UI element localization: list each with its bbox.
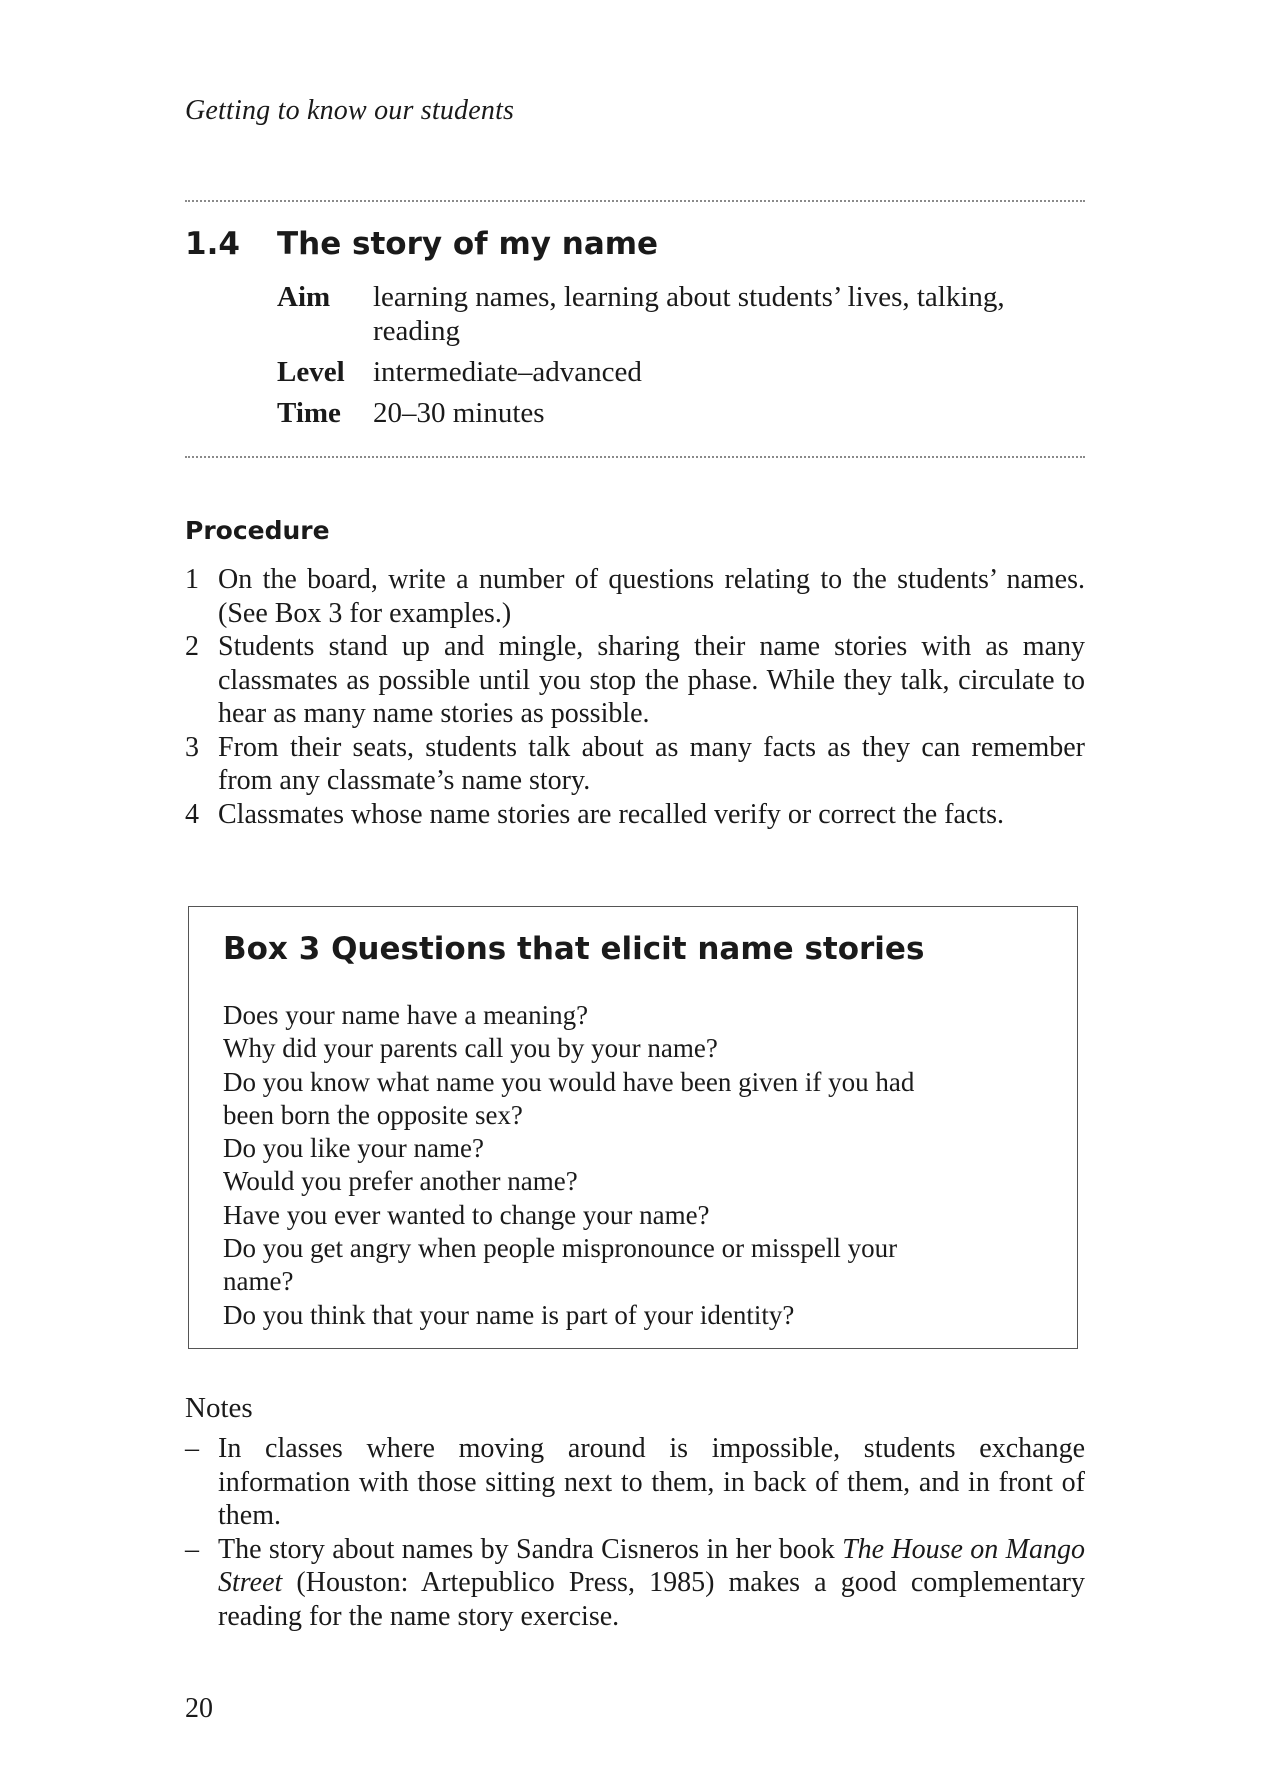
section-title xyxy=(185,226,658,262)
meta-label: Aim xyxy=(277,281,331,313)
notes-list xyxy=(185,1432,1085,1633)
step-text: From their seats, students talk about as many facts as they can remember from any classmate’s name story. xyxy=(218,731,1085,796)
meta-value: intermediate–advanced xyxy=(373,356,642,388)
box-question-line: Have you ever wanted to change your name? xyxy=(223,1199,710,1230)
box-question-line: Do you like your name? xyxy=(223,1133,484,1164)
step-text: Students stand up and mingle, sharing their name stories with as many classmates as possible until you stop the phase. While they talk, circulate to hear as many name stories as possible. xyxy=(218,631,1085,729)
running-head: Getting to know our students xyxy=(185,95,515,126)
procedure-list xyxy=(185,563,1085,831)
step-number: 2 xyxy=(185,631,199,662)
procedure-step xyxy=(185,630,1085,731)
book-title: The House on Mango Street xyxy=(218,1533,1085,1598)
box-question-line: Would you prefer another name? xyxy=(223,1166,578,1197)
bottom-divider xyxy=(185,456,1085,458)
note-item xyxy=(185,1533,1085,1634)
step-number: 4 xyxy=(185,798,199,830)
box-question-line: Do you think that your name is part of your identity? xyxy=(223,1299,795,1330)
box-question-line: name? xyxy=(223,1266,294,1297)
box-questions xyxy=(223,999,1023,1332)
note-text-before: The story about names by Sandra Cisneros in her book xyxy=(218,1533,843,1565)
meta-label: Time xyxy=(277,397,341,429)
step-text: On the board, write a number of questions relating to the students’ names. (See Box 3 for examples.) xyxy=(218,564,1085,629)
meta-row-aim xyxy=(277,280,1073,348)
section-title-text: The story of my name xyxy=(277,226,659,262)
box-question-line: Does your name have a meaning? xyxy=(223,1000,589,1030)
procedure-step xyxy=(185,798,1085,832)
meta-row-level xyxy=(277,355,1073,389)
meta-label: Level xyxy=(277,356,345,388)
note-text xyxy=(218,1533,1085,1634)
procedure-heading: Procedure xyxy=(185,516,330,545)
note-text-after: (Houston: Artepublico Press, 1985) makes a good complementary reading for the name story exercise. xyxy=(218,1567,1085,1632)
dash-marker: – xyxy=(185,1533,199,1565)
note-text: In classes where moving around is impossible, students exchange information with those sitting next to them, in back of them, and in front of them. xyxy=(218,1433,1085,1531)
top-divider xyxy=(185,200,1085,202)
activity-meta xyxy=(277,280,1073,437)
page-number: 20 xyxy=(185,1693,213,1724)
box-question-line: Do you get angry when people mispronounce or misspell your xyxy=(223,1233,898,1264)
procedure-step xyxy=(185,563,1085,630)
notes-heading: Notes xyxy=(185,1392,253,1424)
meta-value: 20–30 minutes xyxy=(373,397,545,429)
box-question-line: Why did your parents call you by your name? xyxy=(223,1033,718,1064)
box-title: Box 3 Questions that elicit name stories xyxy=(223,931,925,967)
section-number: 1.4 xyxy=(185,226,240,262)
step-number: 3 xyxy=(185,731,199,763)
meta-value: learning names, learning about students’ lives, talking, reading xyxy=(373,281,1005,347)
dash-marker: – xyxy=(185,1433,199,1464)
meta-row-time xyxy=(277,396,1073,430)
box-3 xyxy=(188,906,1078,1349)
note-item xyxy=(185,1432,1085,1533)
procedure-step xyxy=(185,731,1085,798)
step-number: 1 xyxy=(185,564,199,595)
box-question-line: Do you know what name you would have been given if you had xyxy=(223,1066,915,1097)
step-text: Classmates whose name stories are recalled verify or correct the facts. xyxy=(218,798,1004,830)
box-question-line: been born the opposite sex? xyxy=(223,1099,523,1130)
